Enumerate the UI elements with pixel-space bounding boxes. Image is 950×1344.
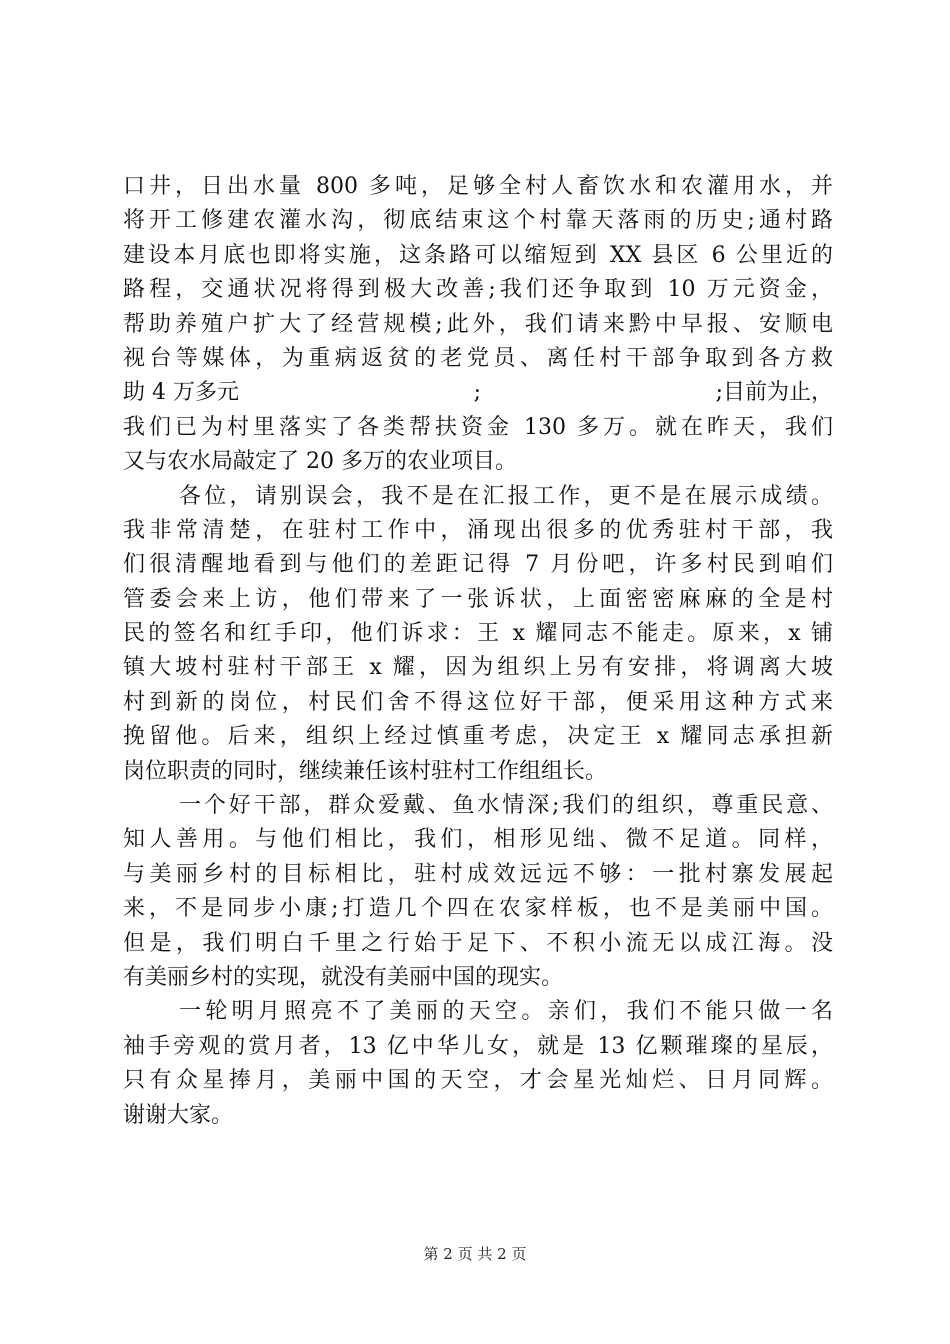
text-line: 民的签名和红手印，他们诉求：王 x 耀同志不能走。原来，x 铺 xyxy=(123,621,833,647)
text-line: 只有众星捧月，美丽中国的天空，才会星光灿烂、日月同辉。 xyxy=(123,1068,833,1094)
text-line: 路程，交通状况将得到极大改善;我们还争取到 10 万元资金， xyxy=(123,277,833,303)
text-line: 村到新的岗位，村民们舍不得这位好干部，便采用这种方式来 xyxy=(123,689,833,715)
text-line: 将开工修建农灌水沟，彻底结束这个村靠天落雨的历史;通村路 xyxy=(123,208,833,234)
text-fragment: ; xyxy=(473,380,481,406)
text-line: 各位，请别误会，我不是在汇报工作，更不是在展示成绩。 xyxy=(179,483,833,509)
text-line: 帮助养殖户扩大了经营规模;此外，我们请来黔中早报、安顺电 xyxy=(123,311,833,337)
text-line: 镇大坡村驻村干部王 x 耀，因为组织上另有安排，将调离大坡 xyxy=(123,655,833,681)
page-number: 第 2 页 共 2 页 xyxy=(423,1245,527,1263)
text-line: 我们已为村里落实了各类帮扶资金 130 多万。就在昨天，我们 xyxy=(123,414,833,440)
text-line: 一个好干部，群众爱戴、鱼水情深;我们的组织，尊重民意、 xyxy=(179,793,833,819)
paragraph-4 xyxy=(123,995,833,1133)
paragraph-3 xyxy=(123,789,833,995)
text-line: 我非常清楚，在驻村工作中，涌现出很多的优秀驻村干部，我 xyxy=(123,517,833,543)
text-line: 们很清醒地看到与他们的差距记得 7 月份吧，许多村民到咱们 xyxy=(123,552,833,578)
text-line: 建设本月底也即将实施，这条路可以缩短到 XX 县区 6 公里近的 xyxy=(123,242,833,268)
text-line-with-gaps xyxy=(123,376,833,410)
text-line: 管委会来上访，他们带来了一张诉状，上面密密麻麻的全是村 xyxy=(123,586,833,612)
body-text xyxy=(123,170,833,1133)
text-fragment: 助 4 万多元 xyxy=(123,380,239,406)
text-line: 知人善用。与他们相比，我们，相形见绌、微不足道。同样， xyxy=(123,827,833,853)
text-fragment: ;目前为止， xyxy=(715,380,833,406)
text-line: 挽留他。后来，组织上经过慎重考虑，决定王 x 耀同志承担新 xyxy=(123,724,833,750)
text-line: 有美丽乡村的实现，就没有美丽中国的现实。 xyxy=(123,964,564,990)
text-line: 但是，我们明白千里之行始于足下、不积小流无以成江海。没 xyxy=(123,930,833,956)
text-line: 来，不是同步小康;打造几个四在农家样板，也不是美丽中国。 xyxy=(123,896,833,922)
text-line: 袖手旁观的赏月者，13 亿中华儿女，就是 13 亿颗璀璨的星辰， xyxy=(123,1033,833,1059)
page-footer xyxy=(0,1243,950,1264)
text-line: 与美丽乡村的目标相比，驻村成效远远不够：一批村寨发展起 xyxy=(123,861,833,887)
paragraph-2 xyxy=(123,480,833,790)
text-line: 谢谢大家。 xyxy=(123,1102,234,1128)
text-line: 口井，日出水量 800 多吨，足够全村人畜饮水和农灌用水，并 xyxy=(123,174,833,199)
paragraph-1 xyxy=(123,170,833,480)
text-line: 又与农水局敲定了 20 多万的农业项目。 xyxy=(123,449,517,475)
text-line: 岗位职责的同时，继续兼任该村驻村工作组组长。 xyxy=(123,758,608,784)
text-line: 视台等媒体，为重病返贫的老党员、离任村干部争取到各方救 xyxy=(123,345,833,371)
text-line: 一轮明月照亮不了美丽的天空。亲们，我们不能只做一名 xyxy=(179,999,833,1025)
